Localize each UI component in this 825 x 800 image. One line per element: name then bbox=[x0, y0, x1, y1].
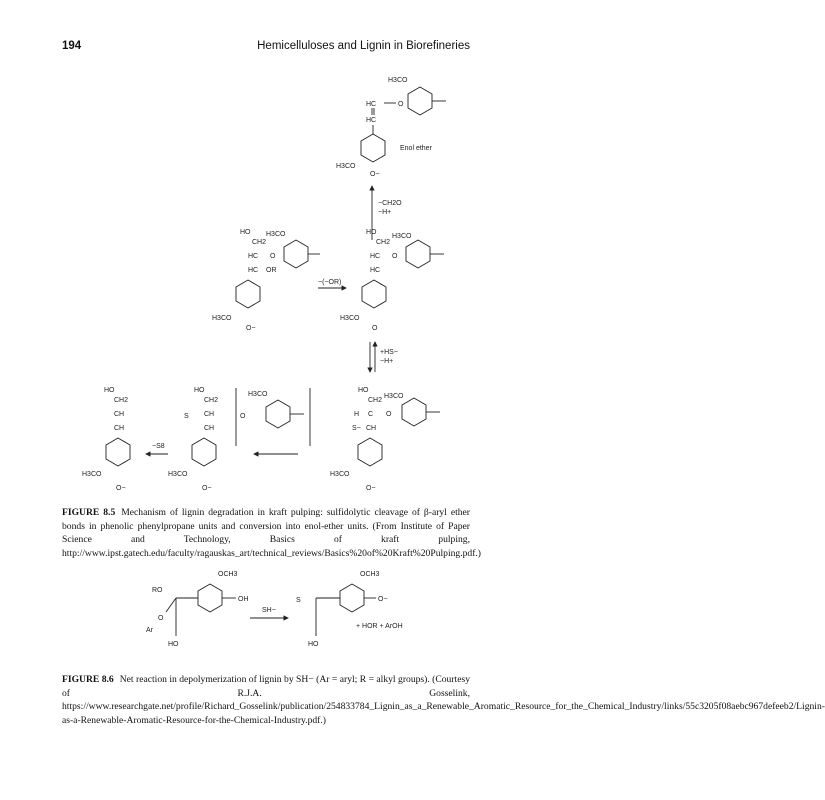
label-ch: CH bbox=[204, 411, 215, 418]
running-title: Hemicelluloses and Lignin in Biorefineries bbox=[257, 40, 470, 52]
label-h3co-3: H3CO bbox=[266, 231, 286, 238]
label-hc-4: HC bbox=[370, 253, 381, 260]
label-ch2-2: CH2 bbox=[376, 239, 391, 246]
label-o-minus-5: O− bbox=[116, 485, 126, 492]
label-h3co-6: H3CO bbox=[340, 315, 360, 322]
figure-8-5-label: FIGURE 8.5 bbox=[62, 507, 116, 518]
label-o-6: O bbox=[240, 413, 246, 420]
label-h3co-5: H3CO bbox=[392, 233, 412, 240]
label-ch2: CH2 bbox=[252, 239, 267, 246]
label-o-3: O bbox=[392, 253, 398, 260]
label-or: OR bbox=[266, 267, 277, 274]
label-products: + HOR + ArOH bbox=[356, 623, 403, 630]
label-o-5: O bbox=[386, 411, 392, 418]
label-ho: HO bbox=[240, 229, 251, 236]
label-hc: HC bbox=[366, 101, 377, 108]
figure-8-6-scheme bbox=[0, 562, 528, 662]
label-h3co-10: H3CO bbox=[168, 471, 188, 478]
label-hc-5: HC bbox=[370, 267, 381, 274]
label-o-minus-3: O− bbox=[366, 485, 376, 492]
label-h3co: H3CO bbox=[388, 77, 408, 84]
enol-ether-structure bbox=[336, 77, 446, 178]
label-ho-2: HO bbox=[366, 229, 377, 236]
label-o-4: O bbox=[372, 325, 378, 332]
label-ch-s: CH bbox=[366, 425, 377, 432]
figure-8-5-scheme bbox=[0, 62, 528, 502]
step-s8: −S8 bbox=[152, 443, 165, 450]
label-o-minus-4: O− bbox=[202, 485, 212, 492]
label-ch-4: CH bbox=[114, 425, 125, 432]
label-o: O bbox=[398, 101, 404, 108]
step-h: −H+ bbox=[378, 209, 392, 216]
label-och3: OCH3 bbox=[218, 571, 238, 578]
label-ho: HO bbox=[168, 641, 179, 648]
quinone-methide-structure bbox=[340, 229, 444, 332]
label-s: S bbox=[296, 597, 301, 604]
episulfide-product-structure bbox=[296, 571, 403, 648]
label-h3co-11: H3CO bbox=[82, 471, 102, 478]
label-oh: OH bbox=[238, 596, 249, 603]
label-och3-2: OCH3 bbox=[360, 571, 380, 578]
label-ch2-5: CH2 bbox=[114, 397, 129, 404]
sulfide-intermediate-structure bbox=[330, 387, 440, 492]
figure-8-6-label: FIGURE 8.6 bbox=[62, 674, 114, 685]
label-enol-ether: Enol ether bbox=[400, 145, 432, 152]
page-header bbox=[62, 40, 470, 56]
label-ch2-4: CH2 bbox=[204, 397, 219, 404]
label-hc-3: HC bbox=[248, 253, 259, 260]
label-ch-2: CH bbox=[204, 425, 215, 432]
label-ho-3: HO bbox=[358, 387, 369, 394]
step-hs: +HS− bbox=[380, 349, 398, 356]
label-ro: RO bbox=[152, 587, 163, 594]
page-number: 194 bbox=[62, 40, 82, 52]
label-sh: SH− bbox=[262, 607, 276, 614]
label-h3co-7: H3CO bbox=[384, 393, 404, 400]
label-o-minus: O− bbox=[370, 171, 380, 178]
label-h: H bbox=[354, 411, 360, 418]
enol-product-structure bbox=[82, 387, 130, 492]
label-h3co-2: H3CO bbox=[336, 163, 356, 170]
lignin-substrate-structure bbox=[146, 571, 249, 648]
label-hc-or: HC bbox=[248, 267, 259, 274]
figure-8-5-caption-text: Mechanism of lignin degradation in kraft pulping: sulfidolytic cleavage of β-aryl ether bonds in phenolic phenylpropane units and conversion into enol-ether units. (From Institute of Paper Science and Technology, Basics of kraft pulping, http://www.ipst.gatech.edu/faculty/ragauskas_art/technical_reviews/Basics%20of%20Kraft%20Pulping.pdf.) bbox=[62, 507, 481, 559]
label-ch-3: CH bbox=[114, 411, 125, 418]
figure-8-6-caption-text: Net reaction in depolymerization of lignin by SH− (Ar = aryl; R = alkyl groups). (Courtesy of R.J.A. Gosselink, https://www.researchgate.net/profile/Richard_Gosselink/publication/254833784_Lignin_as_a_Renewable_Aromatic_Resource_for_the_Chemical_Industry/links/55c3205f08aebc967defeeb2/Lignin-as-a-Renewable-Aromatic-Resource-for-the-Chemical-Industry.pdf.) bbox=[62, 674, 825, 726]
label-s-minus: S− bbox=[352, 425, 361, 432]
thiirane-structure bbox=[168, 387, 218, 492]
label-o-2: O bbox=[270, 253, 276, 260]
phenolic-unit-structure bbox=[212, 229, 320, 332]
label-hc-2: HC bbox=[366, 117, 377, 124]
bracketed-aryl-leaving-group bbox=[236, 388, 310, 446]
label-h3co-8: H3CO bbox=[330, 471, 350, 478]
label-ho-2: HO bbox=[308, 641, 319, 648]
step-ch2o: −CH2O bbox=[378, 200, 402, 207]
label-h3co-4: H3CO bbox=[212, 315, 232, 322]
label-ch2-3: CH2 bbox=[368, 397, 383, 404]
label-o: O bbox=[158, 615, 164, 622]
label-c: C bbox=[368, 411, 374, 418]
step-or: −(−OR) bbox=[318, 279, 342, 286]
label-ar: Ar bbox=[146, 627, 153, 634]
label-o-minus: O− bbox=[378, 596, 388, 603]
figure-8-5-caption bbox=[62, 506, 481, 560]
label-s: S bbox=[184, 413, 189, 420]
figure-8-6-caption bbox=[62, 673, 825, 727]
label-h3co-9: H3CO bbox=[248, 391, 268, 398]
label-ho-5: HO bbox=[104, 387, 115, 394]
step-h2: −H+ bbox=[380, 358, 394, 365]
label-o-minus-2: O− bbox=[246, 325, 256, 332]
label-ho-4: HO bbox=[194, 387, 205, 394]
